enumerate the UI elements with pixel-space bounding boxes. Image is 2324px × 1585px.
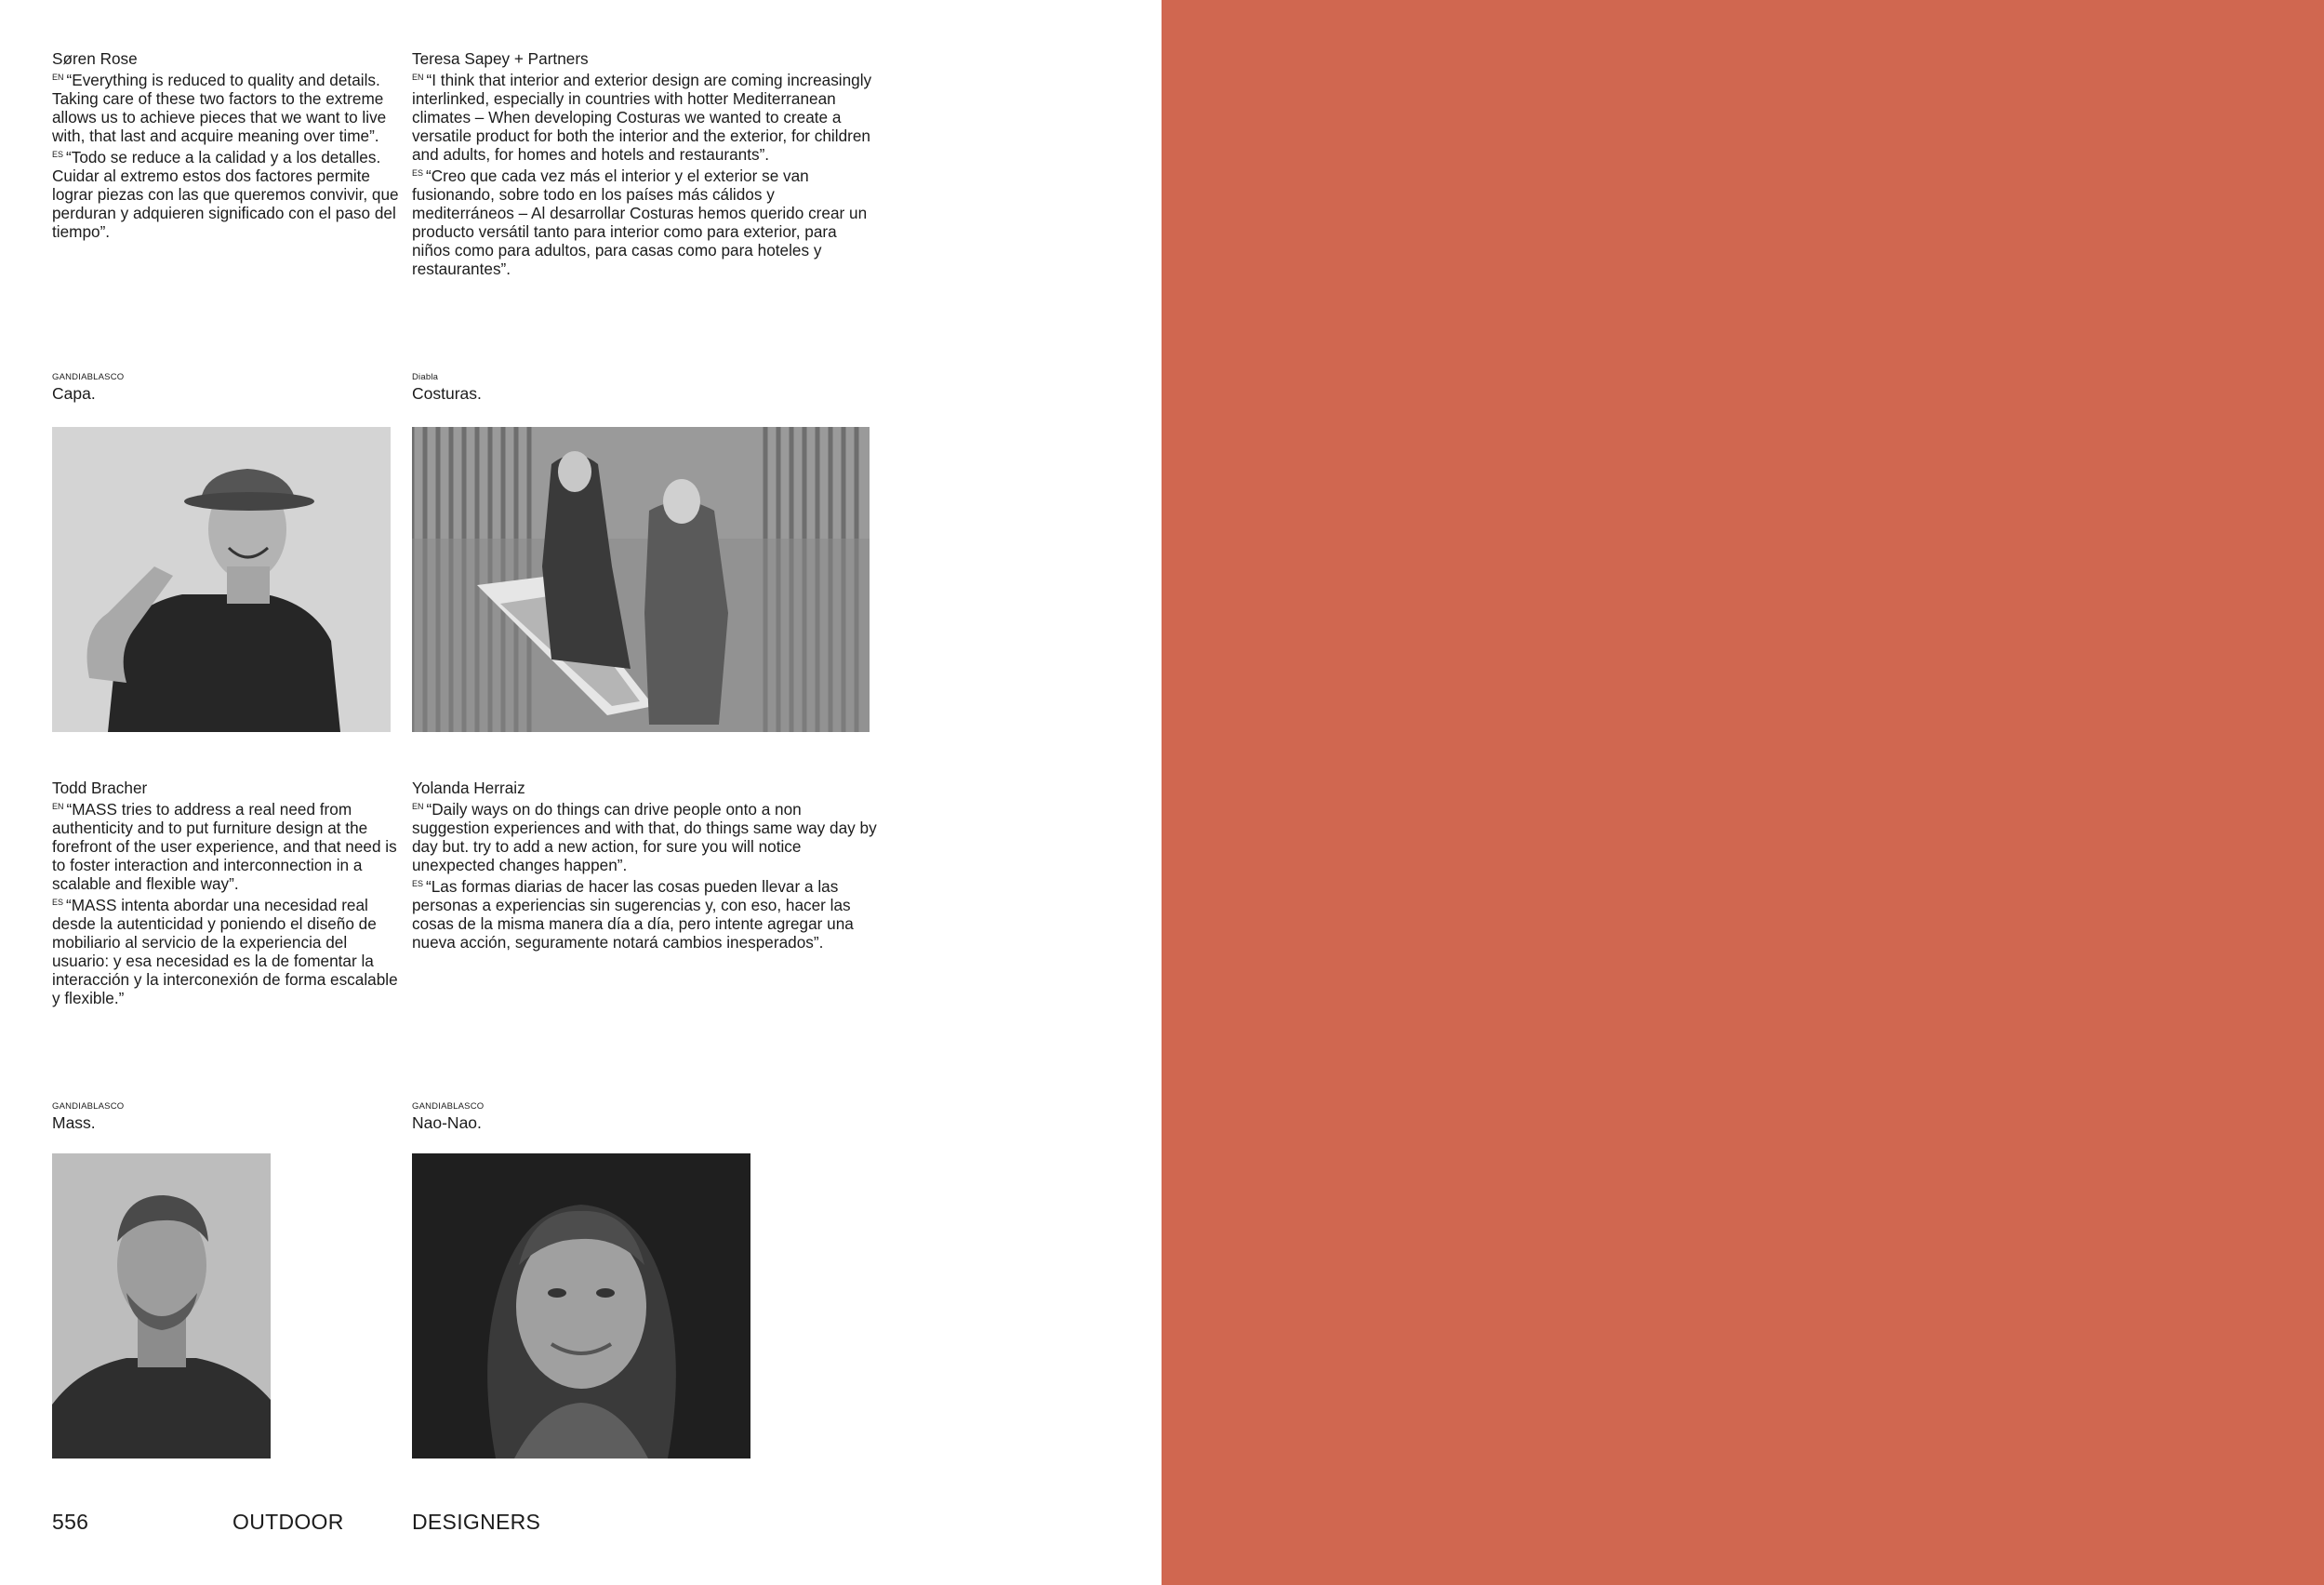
quote-es — [412, 164, 877, 278]
quote-es — [52, 145, 404, 241]
brand-label: GANDIABLASCO — [52, 372, 125, 382]
lang-tag-es: ES — [52, 150, 64, 159]
designer-name: Søren Rose — [52, 49, 138, 68]
designer-quote-todd-bracher — [52, 779, 404, 1007]
brand-label: GANDIABLASCO — [52, 1101, 125, 1112]
portrait-photo-soren-rose — [52, 427, 391, 732]
quote-en-text: “Daily ways on do things can drive people onto a non suggestion experiences and with that, do things same way day by day but. try to add a new action, for sure you will notice unexpected changes happen”. — [412, 800, 877, 874]
quote-en-text: “MASS tries to address a real need from authenticity and to put furniture design at the forefront of the user experience, and that need is to foster interaction and interconnection in a scalable and flexible way”. — [52, 800, 397, 893]
designer-quote-teresa-sapey — [412, 49, 877, 278]
brand-label: GANDIABLASCO — [412, 1101, 485, 1112]
page-number: 556 — [52, 1510, 89, 1534]
designer-name: Yolanda Herraiz — [412, 779, 525, 797]
chapter-label: DESIGNERS — [412, 1510, 541, 1534]
quote-es-text: “Las formas diarias de hacer las cosas pueden llevar a las personas a experiencias sin sugerencias y, con eso, hacer las cosas de la misma manera día a día, pero intente agregar una nueva acción, seguramente notará cambios inesperados”. — [412, 877, 854, 952]
lang-tag-es: ES — [52, 898, 64, 907]
product-name: Capa. — [52, 384, 96, 403]
quote-en — [412, 68, 877, 164]
portrait-photo-todd-bracher — [52, 1153, 271, 1458]
portrait-photo-yolanda-herraiz — [412, 1153, 750, 1458]
quote-en-text: “Everything is reduced to quality and details. Taking care of these two factors to the extreme allows us to achieve pieces that we want to live with, that last and acquire meaning over time”. — [52, 71, 387, 145]
lang-tag-en: EN — [52, 802, 64, 811]
designer-quote-soren-rose — [52, 49, 404, 241]
product-name: Costuras. — [412, 384, 482, 403]
lang-tag-es: ES — [412, 879, 424, 888]
designer-name: Todd Bracher — [52, 779, 148, 797]
portrait-photo-teresa-sapey — [412, 427, 870, 732]
lang-tag-en: EN — [412, 73, 424, 82]
lang-tag-es: ES — [412, 168, 424, 178]
quote-en — [52, 68, 404, 145]
quote-es-text: “Todo se reduce a la calidad y a los detalles. Cuidar al extremo estos dos factores permite lograr piezas con las que queremos convivir, que perduran y adquieren significado con el paso del tiempo”. — [52, 148, 399, 241]
quote-es — [52, 893, 404, 1007]
quote-es-text: “MASS intenta abordar una necesidad real desde la autenticidad y poniendo el diseño de mobiliario al servicio de la experiencia del usuario: y esa necesidad es la de fomentar la interacción y la interconexión de forma escalable y flexible.” — [52, 896, 398, 1007]
accent-color-panel — [1162, 0, 2324, 1585]
quote-en-text: “I think that interior and exterior design are coming increasingly interlinked, especially in countries with hotter Mediterranean climates – When developing Costuras we wanted to create a versatile product for both the interior and the exterior, for children and adults, for homes and hotels and restaurants”. — [412, 71, 872, 164]
quote-en — [52, 797, 404, 893]
designer-quote-yolanda-herraiz — [412, 779, 877, 952]
product-name: Nao-Nao. — [412, 1113, 482, 1132]
designer-name: Teresa Sapey + Partners — [412, 49, 589, 68]
quote-es — [412, 874, 877, 952]
lang-tag-en: EN — [412, 802, 424, 811]
brand-label: Diabla — [412, 372, 439, 382]
lang-tag-en: EN — [52, 73, 64, 82]
quote-en — [412, 797, 877, 874]
section-label: OUTDOOR — [232, 1510, 344, 1534]
quote-es-text: “Creo que cada vez más el interior y el exterior se van fusionando, sobre todo en los países más cálidos y mediterráneos – Al desarrollar Costuras hemos querido crear un producto versátil tanto para interior como para exterior, para niños como para adultos, para casas como para hoteles y restaurantes”. — [412, 166, 868, 278]
product-name: Mass. — [52, 1113, 96, 1132]
